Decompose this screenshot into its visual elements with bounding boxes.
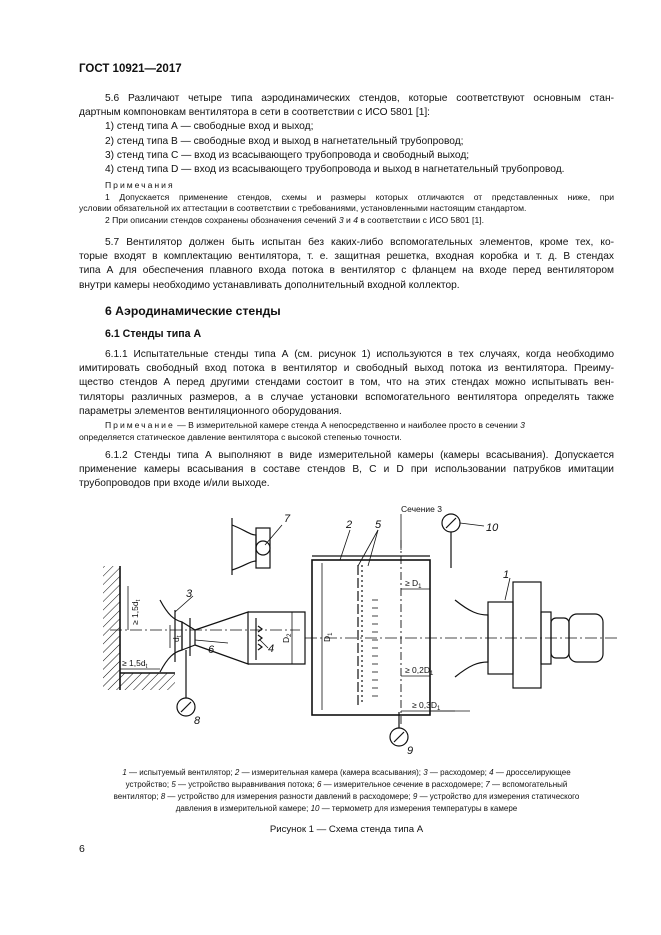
note-italic: 4	[353, 214, 358, 225]
caption-number: 6	[316, 780, 322, 789]
dim-d2: $D_2$	[281, 633, 293, 643]
callout-9: 9	[407, 745, 414, 757]
caption-number: 3	[423, 768, 428, 777]
caption-number: 8	[160, 792, 166, 801]
caption-text: — устройство для измерения разности давлений в расходомере;	[165, 792, 413, 801]
tested-fan-inlet	[455, 600, 488, 677]
callout-7: 7	[284, 513, 291, 525]
dim-d1: ≥ $D_1$	[405, 578, 422, 590]
list-item: 1) стенд типа А — свободные вход и выход;	[105, 121, 314, 133]
note-text: и	[343, 214, 354, 225]
flowmeter-diffuser	[195, 612, 248, 664]
caption-text: — устройство для измерения статического	[417, 792, 580, 801]
para-line: 5.6 Различают четыре типа аэродинамических стендов, которые соответствуют основным стан-	[105, 93, 614, 104]
section-label: Сечение 3	[401, 504, 442, 514]
para-line: имитировать свободный вход потока в вентилятор и свободный выход потока из вентилятора. Преиму-	[79, 363, 614, 375]
note-text: 2 При описании стендов сохранены обозначения сечений	[105, 214, 339, 225]
note-italic: 3	[520, 420, 525, 430]
callout-4: 4	[268, 643, 275, 655]
caption-text: вентилятор;	[113, 792, 161, 801]
para-line: тиляторы различных размеров, а в случае установки вспомогательного вентилятора определять также	[79, 391, 614, 403]
para-line: 6.1.1 Испытательные стенды типа А (см. рисунок 1) используются в тех случаях, когда необходимо	[105, 349, 614, 360]
caption-text: — термометр для измерения температуры в камере	[319, 804, 518, 813]
caption-text: давления в измерительной камере;	[175, 804, 311, 813]
para-line: внутри камеры необходимо устанавливать дополнительный входной коллектор.	[79, 279, 460, 291]
callout-3: 3	[186, 588, 193, 600]
caption-number: 4	[489, 768, 494, 777]
para-line: параметры элементов вентиляционного оборудования.	[79, 405, 342, 417]
page-number: 6	[79, 843, 85, 855]
para-line: применение камеры всасывания в составе стендов В, С и D при использовании патрубков имитации	[79, 464, 614, 476]
callout-5: 5	[375, 519, 382, 531]
dim-1-5dt-vertical: ≥ $1,5d_t$	[130, 599, 142, 625]
para-line: торые входят в комплектацию вентилятора, т. е. защитная решетка, входная коробка и т. д. В стендах	[79, 251, 614, 263]
dim-d1-vertical: $D_1$	[322, 632, 334, 642]
caption-number: 7	[485, 780, 490, 789]
caption-line	[79, 767, 614, 779]
note-line: 1 Допускается применение стендов, схемы и размеры которых отличаются от представленных ниже, при	[105, 191, 614, 202]
callout-2: 2	[346, 519, 353, 531]
dim-1-5dt-horizontal: ≥ $1,5d_t$	[122, 658, 148, 670]
list-item: 3) стенд типа С — вход из всасывающего трубопровода и свободный выход;	[105, 149, 470, 161]
callout-6: 6	[208, 644, 215, 656]
para-line: типа А для обеспечения плавного входа потока в вентилятор с фланцем на входе перед вентилятором	[79, 265, 614, 277]
caption-number: 5	[171, 780, 176, 789]
dim-0-2d1: ≥ $0,2D_1$	[405, 665, 434, 677]
para-line: 6.1.2 Стенды типа А выполняют в виде измерительной камеры (камеры всасывания). Допускается	[105, 450, 614, 461]
para-line: дартным компоновкам вентилятора в сети в соответствии с ИСО 5801 [1]:	[79, 107, 431, 119]
caption-number: 10	[310, 804, 320, 813]
caption-number: 9	[412, 792, 418, 801]
caption-text: — расходомер;	[427, 768, 490, 777]
para-line: трубопроводов при входе и/или выходе.	[79, 478, 270, 490]
callout-10: 10	[486, 522, 499, 534]
note-text: в соответствии с ИСО 5801 [1].	[357, 214, 484, 225]
note-text: — В измерительной камере стенда А непосредственно и наиболее просто в сечении	[174, 420, 521, 430]
notes-title: Примечания	[105, 180, 175, 190]
caption-line	[79, 779, 614, 791]
caption-text: — дросселирующее	[493, 768, 571, 777]
caption-number: 1	[122, 768, 127, 777]
list-item: 2) стенд типа В — свободные вход и выход в нагнетательный трубопровод;	[105, 135, 464, 147]
note-title: Примечание	[105, 420, 175, 430]
heading-section-6: 6 Аэродинамические стенды	[105, 304, 281, 318]
caption-text: — устройство выравнивания потока;	[175, 780, 317, 789]
dim-dt: $d_t$	[171, 635, 183, 642]
caption-text: — вспомогательный	[489, 780, 568, 789]
dim-0-3d1: ≥ $0,3D_1$	[412, 700, 441, 712]
heading-6-1: 6.1 Стенды типа А	[105, 328, 202, 340]
callout-8: 8	[194, 715, 201, 727]
caption-text: — измерительная камера (камера всасывания);	[239, 768, 424, 777]
note-italic: 3	[338, 214, 344, 225]
caption-text: устройство;	[125, 780, 172, 789]
note-line: условии обязательной их аттестации в соответствии с требованиями, установленными настоящим стандартом.	[79, 203, 527, 214]
caption-line	[79, 803, 614, 815]
callout-1: 1	[503, 569, 510, 581]
figure-caption	[79, 767, 614, 815]
para-line: щество стендов А перед другими стендами состоит в том, что на этих стендах можно испытывать вен-	[79, 377, 614, 389]
caption-text: — испытуемый вентилятор;	[126, 768, 235, 777]
document-header: ГОСТ 10921—2017	[79, 63, 182, 75]
para-line: 5.7 Вентилятор должен быть испытан без каких-либо вспомогательных элементов, кроме тех, ко-	[105, 237, 614, 248]
figure-title: Рисунок 1 — Схема стенда типа А	[269, 824, 424, 835]
auxiliary-fan	[232, 525, 256, 570]
caption-line	[79, 791, 614, 803]
list-item: 4) стенд типа D — вход из всасывающего трубопровода и выход в нагнетательный трубопровод.	[105, 164, 565, 176]
wall-hatching	[103, 566, 175, 690]
note-line: определяется статическое давление вентилятора с высокой степенью точности.	[79, 431, 402, 442]
caption-number: 2	[234, 768, 240, 777]
caption-text: — измерительное сечение в расходомере;	[321, 780, 486, 789]
